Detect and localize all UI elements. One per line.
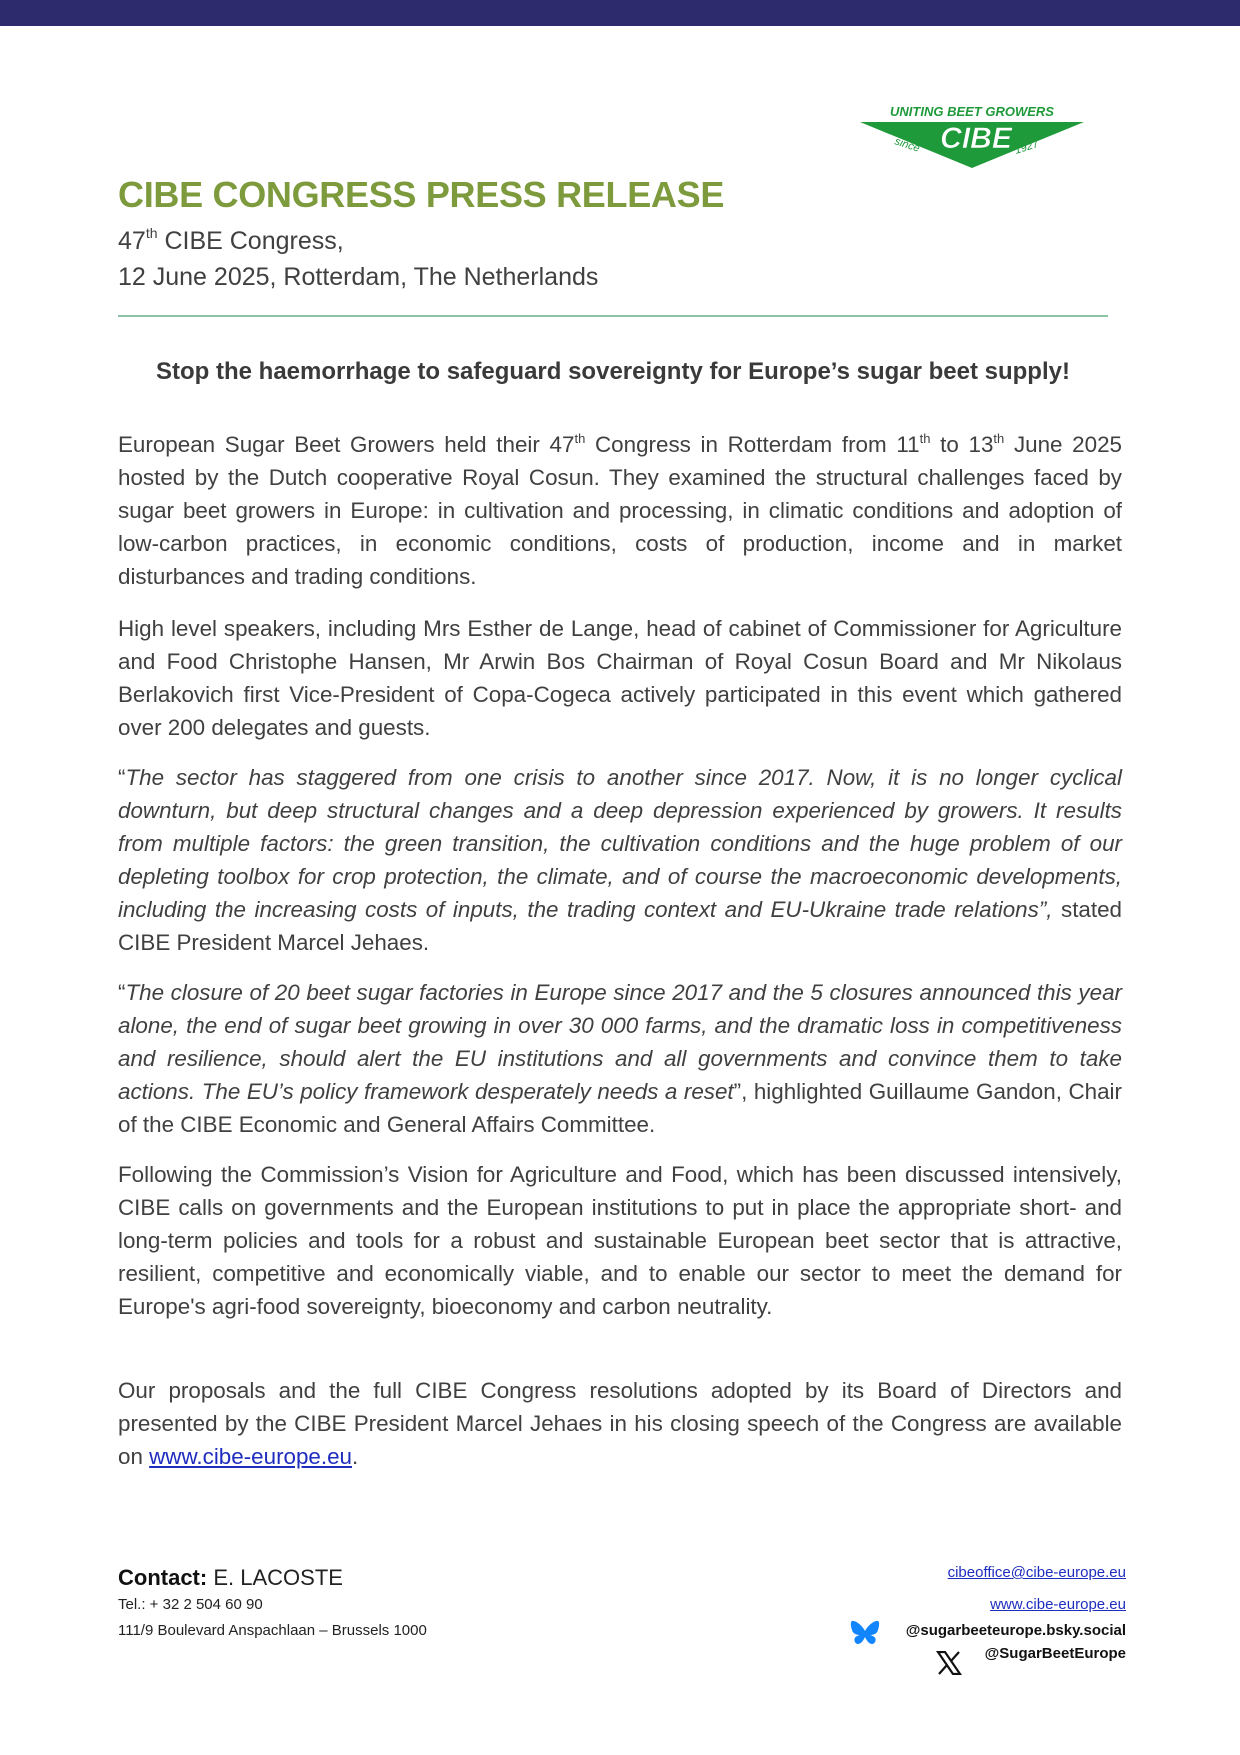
logo-since: since	[893, 135, 922, 155]
header-divider	[118, 315, 1108, 317]
paragraph-chair-quote	[118, 976, 1122, 1141]
x-logo-icon	[936, 1651, 962, 1675]
p1-text-d: June 2025 hosted by the Dutch cooperative Royal Cosun. They examined the structural challenges faced by sugar beet growers in Europe: in cultivation and processing, in climatic conditions and adoption of low-carbon practices, in economic conditions, costs of production, income and in market disturbances and trading conditions.	[118, 432, 1122, 589]
paragraph-speakers: High level speakers, including Mrs Esther de Lange, head of cabinet of Commissioner for Agriculture and Food Christophe Hansen, Mr Arwin Bos Chairman of Royal Cosun Board and Mr Nikolaus Berlakovich first Vice-President of Copa-Cogeca actively participated in this event which gathered over 200 delegates and guests.	[118, 616, 1122, 740]
p4-quote: The closure of 20 beet sugar factories in Europe since 2017 and the 5 closures announced this year alone, the end of sugar beet growing in over 30 000 farms, and the dramatic loss in competitiveness and resilience, should alert the EU institutions and all governments and convince them to take actions. The EU’s policy framework desperately needs a reset	[118, 980, 1122, 1104]
footer-website-link[interactable]: www.cibe-europe.eu	[990, 1596, 1126, 1613]
congress-ordinal: th	[145, 225, 158, 241]
p1-sup-2: th	[919, 431, 931, 446]
congress-number: 47	[118, 227, 146, 255]
paragraph-president-quote	[118, 761, 1122, 959]
website-link[interactable]: www.cibe-europe.eu	[149, 1444, 353, 1469]
p1-sup-1: th	[574, 431, 586, 446]
logo-name: CIBE	[940, 122, 1012, 155]
p1-text-b: Congress in Rotterdam from 11	[585, 432, 920, 457]
congress-line	[118, 227, 344, 256]
date-place-line: 12 June 2025, Rotterdam, The Netherlands	[118, 263, 599, 291]
top-banner-bar	[0, 0, 1240, 26]
p4-attribution: ”, highlighted Guillaume Gandon, Chair of the CIBE Economic and General Affairs Committee.	[118, 1079, 1122, 1137]
contact-address: 111/9 Boulevard Anspachlaan – Brussels 1000	[118, 1622, 427, 1639]
page-title: CIBE CONGRESS PRESS RELEASE	[118, 174, 725, 215]
p4-open-quote: “	[118, 980, 126, 1005]
contact-name: E. LACOSTE	[207, 1565, 343, 1590]
contact-line	[118, 1565, 343, 1591]
headline: Stop the haemorrhage to safeguard sovereignty for Europe’s sugar beet supply!	[156, 358, 1070, 385]
p1-text-a: European Sugar Beet Growers held their 47	[118, 432, 575, 457]
bluesky-icon	[850, 1619, 880, 1647]
logo-tagline: UNITING BEET GROWERS	[890, 104, 1054, 119]
p6-text: Our proposals and the full CIBE Congress resolutions adopted by its Board of Directors and presented by the CIBE President Marcel Jehaes in his closing speech of the Congress are available on	[118, 1378, 1122, 1469]
paragraph-congress-intro	[118, 428, 1122, 593]
logo-year: 1927	[1013, 137, 1041, 157]
paragraph-policy-call: Following the Commission’s Vision for Agriculture and Food, which has been discussed intensively, CIBE calls on governments and the European institutions to put in place the appropriate short- and long-term policies and tools for a robust and sustainable European beet sector that is attractive, resilient, competitive and economically viable, and to enable our sector to meet the demand for Europe's agri-food sovereignty, bioeconomy and carbon neutrality.	[118, 1162, 1122, 1319]
email-link[interactable]: cibeoffice@cibe-europe.eu	[947, 1564, 1126, 1581]
p1-sup-3: th	[993, 431, 1005, 446]
bluesky-handle[interactable]: @sugarbeeteurope.bsky.social	[905, 1622, 1126, 1639]
p3-quote: The sector has staggered from one crisis to another since 2017. Now, it is no longer cyclical downturn, but deep structural changes and a deep depression experienced by growers. It results from multiple factors: the green transition, the cultivation conditions and the huge problem of our depleting toolbox for crop protection, the climate, and of course the macroeconomic developments, including the increasing costs of inputs, the trading context and EU-Ukraine trade relations”,	[118, 765, 1122, 922]
p3-open-quote: “	[118, 765, 126, 790]
p3-attribution: stated CIBE President Marcel Jehaes.	[118, 897, 1122, 955]
contact-label: Contact:	[118, 1565, 208, 1590]
contact-telephone: Tel.: + 32 2 504 60 90	[118, 1596, 263, 1613]
p1-text-c: to 13	[930, 432, 994, 457]
x-handle[interactable]: @SugarBeetEurope	[984, 1645, 1126, 1662]
congress-text: CIBE Congress,	[157, 227, 344, 255]
paragraph-proposals	[118, 1374, 1122, 1473]
cibe-logo	[858, 104, 1086, 170]
p6-end: .	[352, 1444, 359, 1469]
